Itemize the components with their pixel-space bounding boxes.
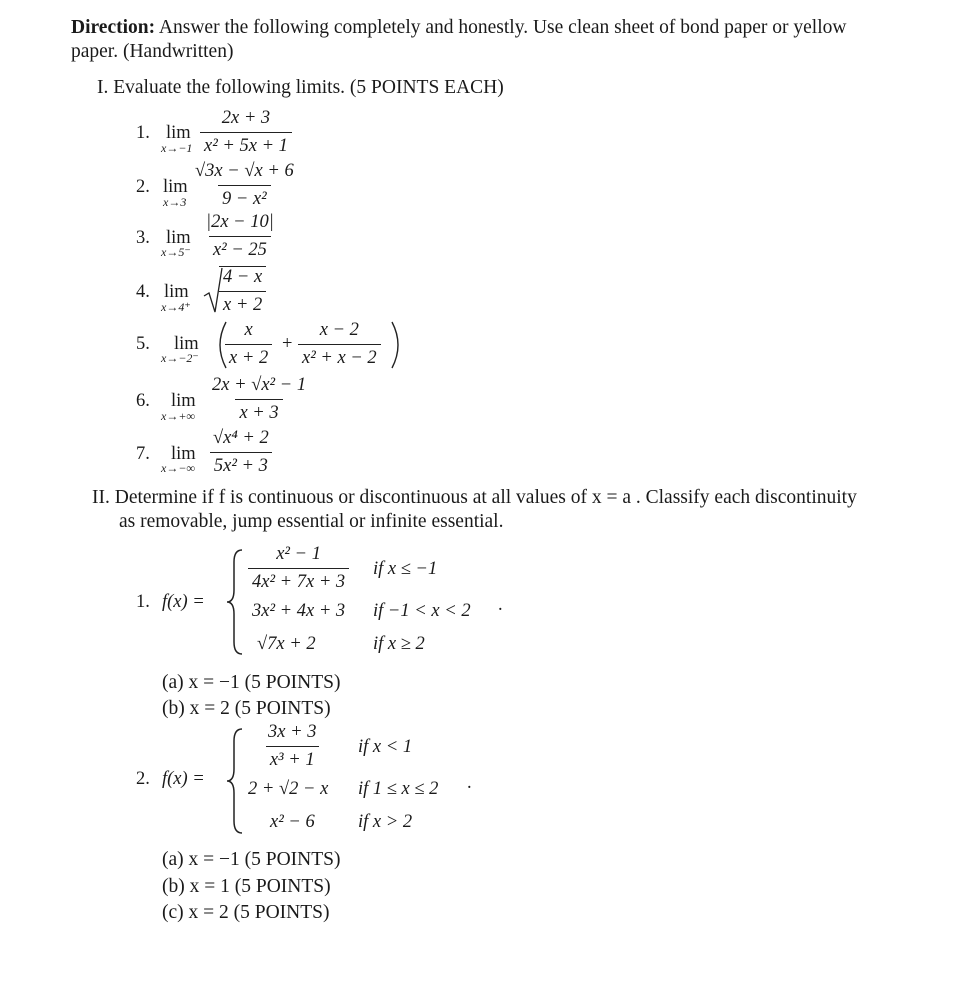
case-1-condition: if x ≤ −1 (373, 559, 438, 579)
case-3-condition: if x ≥ 2 (373, 634, 425, 654)
item-number: 7. (136, 444, 150, 464)
limit-fraction (208, 375, 310, 424)
denominator: x² − 25 (209, 236, 271, 261)
lim-operator: lim (171, 444, 196, 464)
lim-operator: lim (166, 228, 191, 248)
limit-fraction (202, 212, 278, 261)
case-3-expression: √7x + 2 (257, 634, 316, 654)
numerator: x² − 1 (276, 544, 321, 564)
direction-line-2: paper. (Handwritten) (71, 41, 234, 62)
numerator: 2x + √x² − 1 (212, 375, 307, 395)
denominator: x + 2 (225, 344, 272, 369)
problem-1-part-a: (a) x = −1 (5 POINTS) (162, 672, 341, 693)
limit-fraction (209, 428, 273, 477)
plus-sign: + (282, 334, 293, 354)
case-1-expression (248, 544, 349, 593)
numerator: |2x − 10| (206, 212, 274, 232)
lim-operator: lim (171, 391, 196, 411)
function-label: f(x) = (162, 592, 205, 612)
item-number: 4. (136, 282, 150, 302)
numerator: 3x + 3 (268, 722, 317, 742)
left-brace-icon (226, 548, 246, 656)
limit-fraction (219, 266, 266, 316)
limit-fraction-1 (225, 320, 272, 369)
denominator: x³ + 1 (266, 746, 319, 771)
part1-heading: I. Evaluate the following limits. (5 POINTS EACH) (97, 77, 504, 98)
case-1-condition: if x < 1 (358, 737, 413, 757)
item-number: 3. (136, 228, 150, 248)
part2-heading-line-1: II. Determine if f is continuous or discontinuous at all values of x = a . Classify each discontinuity (92, 487, 857, 508)
case-2-condition: if −1 < x < 2 (373, 601, 471, 621)
limit-fraction (191, 161, 298, 210)
lim-subscript: x→+∞ (161, 409, 195, 423)
denominator: x + 2 (219, 291, 266, 316)
numerator: √3x − √x + 6 (195, 161, 294, 181)
lim-subscript: x→−1 (161, 141, 193, 155)
direction-label: Direction: (71, 17, 156, 38)
lim-subscript: x→−∞ (161, 461, 195, 475)
lim-operator: lim (166, 123, 191, 143)
numerator: 2x + 3 (221, 108, 271, 128)
problem-number: 2. (136, 769, 150, 789)
lim-subscript: x→3 (163, 195, 187, 209)
numerator: √x⁴ + 2 (213, 428, 269, 448)
function-label: f(x) = (162, 769, 205, 789)
item-number: 2. (136, 177, 150, 197)
lim-subscript: x→−2⁻ (161, 351, 199, 365)
numerator: 4 − x (223, 267, 263, 287)
denominator: 4x² + 7x + 3 (248, 568, 349, 593)
item-number: 5. (136, 334, 150, 354)
trailing-period: . (498, 595, 503, 615)
trailing-period: . (467, 773, 472, 793)
case-2-expression: 2 + √2 − x (248, 779, 329, 799)
denominator: x + 3 (235, 399, 282, 424)
numerator: x − 2 (319, 320, 359, 340)
problem-2-part-b: (b) x = 1 (5 POINTS) (162, 876, 331, 897)
problem-number: 1. (136, 592, 150, 612)
problem-2-part-c: (c) x = 2 (5 POINTS) (162, 902, 330, 923)
lim-subscript: x→4⁺ (161, 300, 191, 314)
denominator: x² + 5x + 1 (200, 132, 292, 157)
left-brace-icon (226, 727, 246, 835)
problem-2-part-a: (a) x = −1 (5 POINTS) (162, 849, 341, 870)
part2-heading-line-2: as removable, jump essential or infinite essential. (119, 511, 504, 532)
lim-operator: lim (174, 334, 199, 354)
case-3-condition: if x > 2 (358, 812, 413, 832)
case-2-expression: 3x² + 4x + 3 (252, 601, 346, 621)
direction-text: Answer the following completely and honestly. Use clean sheet of bond paper or yellow (155, 17, 847, 38)
item-number: 6. (136, 391, 150, 411)
item-number: 1. (136, 123, 150, 143)
case-2-condition: if 1 ≤ x ≤ 2 (358, 779, 439, 799)
right-paren-icon (390, 320, 404, 370)
denominator: x² + x − 2 (298, 344, 381, 369)
numerator: x (244, 320, 253, 340)
lim-operator: lim (164, 282, 189, 302)
case-1-expression (264, 722, 320, 771)
limit-fraction-2 (298, 320, 381, 369)
lim-operator: lim (163, 177, 188, 197)
problem-1-part-b: (b) x = 2 (5 POINTS) (162, 698, 331, 719)
denominator: 9 − x² (218, 185, 271, 210)
lim-subscript: x→5⁻ (161, 245, 191, 259)
denominator: 5x² + 3 (210, 452, 272, 477)
limit-fraction (200, 108, 292, 157)
case-3-expression: x² − 6 (270, 812, 315, 832)
direction-line-1 (71, 16, 846, 40)
